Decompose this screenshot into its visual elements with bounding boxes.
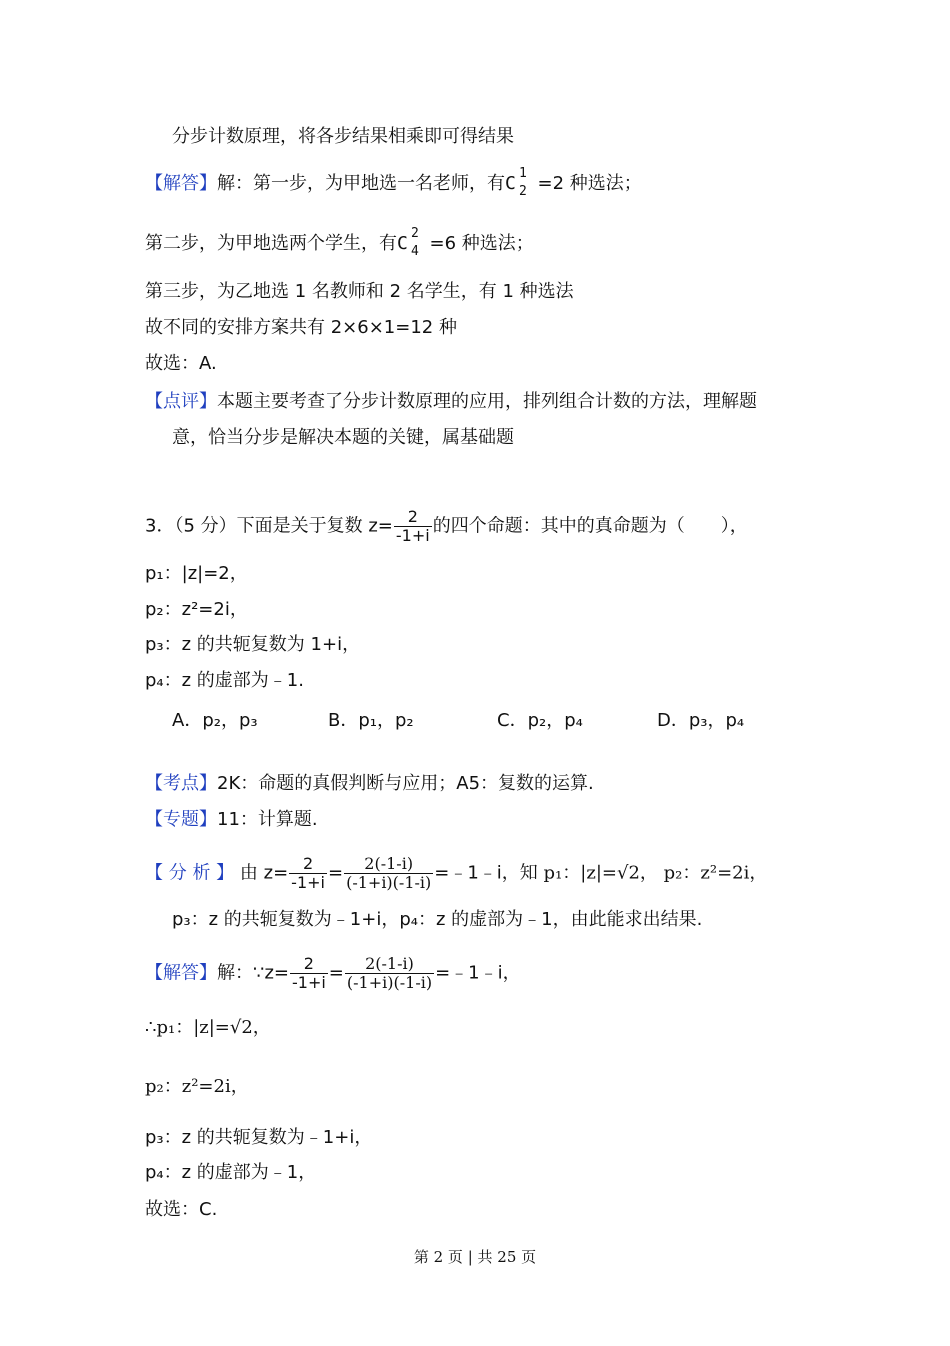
fenxi-eq: = (327, 862, 344, 884)
page-footer: 第 2 页 | 共 25 页 (413, 1248, 537, 1266)
review-line1 (145, 390, 757, 414)
step2-text: 第二步，为甲地选两个学生，有 (145, 233, 397, 254)
fenxi-p2: p₂：z²=2i， (663, 862, 768, 884)
answer-tag: 【解答】 (145, 173, 217, 194)
analysis-tail: 分步计数原理，将各步结果相乘即可得结果 (172, 126, 514, 147)
combination-c42: C 2 4 (397, 226, 419, 259)
combination-c12: C 1 2 (505, 166, 527, 199)
answer-total: 故不同的安排方案共有 2×6×1=12 种 (145, 317, 457, 338)
review-text1: 本题主要考查了分步计数原理的应用，排列组合计数的方法，理解题 (217, 391, 757, 412)
fenxi-line2: p₃：z 的共轭复数为﹣1+i，p₄：z 的虚部为﹣1，由此能求出结果. (172, 909, 703, 930)
option-b: B．p₁，p₂ (328, 710, 414, 731)
jieda-p1: ∴p₁：|z|=√2， (145, 1017, 271, 1038)
fenxi-mid: =﹣1﹣i，知 (434, 862, 538, 884)
fenxi-line1 (145, 855, 767, 892)
zhuanti-text: 11：计算题. (217, 809, 318, 830)
jieda-pre: 解：∵z= (217, 962, 289, 984)
q3-p3: p₃：z 的共轭复数为 1+i， (145, 634, 361, 655)
jieda-post: =﹣1﹣i， (435, 962, 521, 984)
jieda-fraction2: $\frac{2(-1-i)}{(-1+i)(-1-i)}$ (346, 954, 433, 992)
review-line2: 意，恰当分步是解决本题的关键，属基础题 (172, 427, 514, 448)
fenxi-fraction2: $\frac{2(-1-i)}{(-1+i)(-1-i)}$ (346, 854, 432, 892)
question3-stem (145, 508, 748, 545)
jieda-tag: 【解答】 (145, 962, 217, 984)
zhuanti-tag: 【专题】 (145, 809, 217, 830)
q3-p2: p₂：z²=2i， (145, 599, 248, 620)
kaodian-text: 2K：命题的真假判断与应用；A5：复数的运算. (217, 773, 594, 794)
answer-choice: 故选：A. (145, 353, 217, 374)
jieda-choice: 故选：C. (145, 1199, 218, 1220)
jieda-p4: p₄：z 的虚部为﹣1， (145, 1162, 317, 1183)
step2-result: =6 种选法； (429, 233, 534, 254)
fenxi-p1: p₁：|z|=√2， (543, 862, 658, 884)
fenxi-pre: 由 z= (239, 862, 289, 884)
q3-stem-pre: 3．（5 分）下面是关于复数 z= (145, 515, 393, 537)
option-d: D．p₃，p₄ (657, 710, 745, 731)
answer-step1 (145, 166, 642, 199)
jieda-fraction1: $\frac{2}{-1+i}$ (291, 954, 326, 992)
review-tag: 【点评】 (145, 391, 217, 412)
kaodian-line (145, 772, 594, 796)
kaodian-tag: 【考点】 (145, 773, 217, 794)
option-c: C．p₂，p₄ (497, 710, 583, 731)
q3-p1: p₁：|z|=2， (145, 563, 248, 584)
answer-step2 (145, 226, 534, 259)
q3-p4: p₄：z 的虚部为﹣1. (145, 670, 304, 691)
jieda-line1 (145, 955, 521, 992)
zhuanti-line (145, 808, 318, 832)
option-a: A．p₂，p₃ (172, 710, 258, 731)
step1-text: 解：第一步，为甲地选一名老师，有 (217, 173, 505, 194)
fenxi-tag: 【 分 析 】 (145, 862, 235, 884)
jieda-eq: = (328, 962, 344, 984)
step1-result: =2 种选法； (537, 173, 642, 194)
jieda-p3: p₃：z 的共轭复数为﹣1+i， (145, 1127, 373, 1148)
q3-fraction: $\frac{2}{-1+i}$ (395, 507, 430, 545)
answer-step3: 第三步，为乙地选 1 名教师和 2 名学生，有 1 种选法 (145, 281, 574, 302)
fenxi-fraction1: $\frac{2}{-1+i}$ (291, 854, 325, 892)
jieda-p2: p₂：z²=2i， (145, 1076, 249, 1097)
q3-stem-post: 的四个命题：其中的真命题为（ ）， (432, 515, 748, 537)
